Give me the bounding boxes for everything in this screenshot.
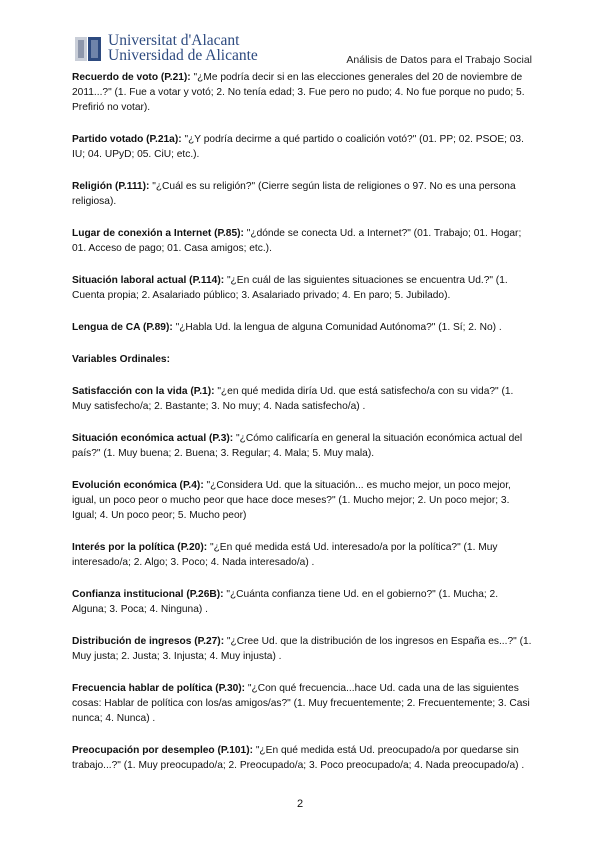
variable-description: "¿En qué medida está Ud. preocupado/a por quedarse sin trabajo...?" (1. Muy preocupado/a; 2. Preocupado/a; 3. Poco preocupado/a; 4. Nada preocupado/a) . <box>72 745 525 771</box>
variable-term: Interés por la política (P.20): <box>72 542 208 553</box>
variable-term: Religión (P.111): <box>72 181 150 192</box>
variable-term: Frecuencia hablar de política (P.30): <box>72 683 246 694</box>
variable-item <box>72 132 532 162</box>
variable-description: "¿En qué medida está Ud. interesado/a por la política?" (1. Muy interesado/a; 2. Algo; 3. Poco; 4. Nada interesado/a) . <box>72 542 498 568</box>
variable-item <box>72 540 532 570</box>
variable-term: Situación laboral actual (P.114): <box>72 275 225 286</box>
variable-term: Situación económica actual (P.3): <box>72 433 234 444</box>
variable-description: "¿En cuál de las siguientes situaciones se encuentra Ud.?" (1. Cuenta propia; 2. Asalariado público; 3. Asalariado privado; 4. En paro; 5. Jubilado). <box>72 275 508 301</box>
variable-description: "¿en qué medida diría Ud. que está satisfecho/a con su vida?" (1. Muy satisfecho/a; 2. Bastante; 3. No muy; 4. Nada satisfecho/a) . <box>72 386 514 412</box>
variable-description: "¿Me podría decir si en las elecciones generales del 20 de noviembre de 2011...?" (1. Fue a votar y votó; 2. No tenía edad; 3. Fue pero no pudo; 4. No fue porque no pudo; 5. Prefirió no votar). <box>72 72 525 113</box>
variable-term: Lengua de CA (P.89): <box>72 322 173 333</box>
variable-item <box>72 478 532 523</box>
university-name-line1: Universitat d'Alacant <box>108 32 240 49</box>
variable-term: Partido votado (P.21a): <box>72 134 182 145</box>
variable-item <box>72 273 532 303</box>
nominal-variables-list <box>72 70 532 335</box>
variable-item <box>72 743 532 773</box>
ordinal-variables-list <box>72 384 532 773</box>
university-name-line2: Universidad de Alicante <box>108 47 258 64</box>
variable-description: "¿Con qué frecuencia...hace Ud. cada una de las siguientes cosas: Hablar de política con los/as amigos/as?" (1. Muy frecuentemente; 2. Frecuentemente; 3. Casi nunca; 4. Nunca) . <box>72 683 530 724</box>
variable-description: "¿Cuál es su religión?" (Cierre según lista de religiones o 97. No es una persona religiosa). <box>72 181 516 207</box>
variable-term: Evolución económica (P.4): <box>72 480 204 491</box>
variable-item <box>72 179 532 209</box>
university-name <box>108 33 258 63</box>
variable-term: Satisfacción con la vida (P.1): <box>72 386 215 397</box>
document-title: Análisis de Datos para el Trabajo Social <box>346 54 532 66</box>
variable-item <box>72 384 532 414</box>
variable-item <box>72 226 532 256</box>
page-header <box>72 34 532 68</box>
variable-term: Lugar de conexión a Internet (P.85): <box>72 228 244 239</box>
variable-term: Preocupación por desempleo (P.101): <box>72 745 253 756</box>
variable-description: "¿Cree Ud. que la distribución de los ingresos en España es...?" (1. Muy justa; 2. Justa; 3. Injusta; 4. Muy injusta) . <box>72 636 532 662</box>
variable-term: Distribución de ingresos (P.27): <box>72 636 225 647</box>
section-heading-ordinal: Variables Ordinales: <box>72 354 170 365</box>
variable-term: Confianza institucional (P.26B): <box>72 589 224 600</box>
page-number: 2 <box>296 798 304 810</box>
variable-description: "¿dónde se conecta Ud. a Internet?" (01. Trabajo; 01. Hogar; 01. Acceso de pago; 01. Casa amigos; etc.). <box>72 228 522 254</box>
variable-item <box>72 587 532 617</box>
document-body <box>72 70 532 790</box>
variable-description: "¿Cómo calificaría en general la situación económica actual del país?" (1. Muy buena; 2. Buena; 3. Regular; 4. Mala; 5. Muy mala). <box>72 433 523 459</box>
variable-item <box>72 70 532 115</box>
variable-description: "¿Y podría decirme a qué partido o coalición votó?" (01. PP; 02. PSOE; 03. IU; 04. UPyD; 05. CiU; etc.). <box>72 134 524 160</box>
variable-term: Recuerdo de voto (P.21): <box>72 72 191 83</box>
variable-item <box>72 431 532 461</box>
university-logo-icon <box>72 34 104 64</box>
variable-item <box>72 681 532 726</box>
variable-item <box>72 320 532 335</box>
variable-description: "¿Habla Ud. la lengua de alguna Comunidad Autónoma?" (1. Sí; 2. No) . <box>172 322 502 333</box>
variable-description: "¿Cuánta confianza tiene Ud. en el gobierno?" (1. Mucha; 2. Alguna; 3. Poca; 4. Ninguna) . <box>72 589 499 615</box>
variable-item <box>72 634 532 664</box>
variable-description: "¿Considera Ud. que la situación... es mucho mejor, un poco mejor, igual, un poco peor o mucho peor que hace doce meses?" (1. Mucho mejor; 2. Un poco mejor; 3. Igual; 4. Un poco peor; 5. Mucho peor) <box>72 480 511 521</box>
